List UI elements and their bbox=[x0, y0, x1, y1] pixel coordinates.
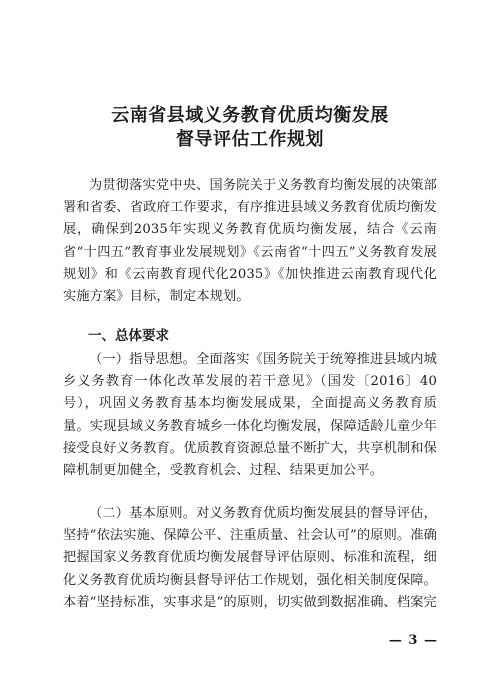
basic-principles-paragraph: （二）基本原则。对义务教育优质均衡发展县的督导评估，坚持“依法实施、保障公平、注重质量、社会认可”的原则。准确把握国家义务教育优质均衡发展督导评估原则、标准和流程，细化义务教育优质均衡县督导评估工作规划，强化相关制度保障。本着“坚持标准，实事求是”的原则，切实做到数据准确、档案完 bbox=[63, 506, 437, 610]
guiding-ideology-paragraph: （一）指导思想。全面落实《国务院关于统筹推进县域内城乡义务教育一体化改革发展的若干意见》（国发〔2016〕40号），巩固义务教育基本均衡发展成果，全面提高义务教育质量。实现县域义务教育城乡一体化均衡发展，保障适龄儿童少年接受良好义务教育。优质教育资源总量不断扩大，共享机制和保障机制更加健全，受教育机会、过程、结果更加公平。 bbox=[63, 352, 437, 479]
document-title-line-2: 督导评估工作规划 bbox=[176, 129, 324, 150]
intro-paragraph: 为贯彻落实党中央、国务院关于义务教育均衡发展的决策部署和省委、省政府工作要求，有序推进县域义务教育优质均衡发展，确保到2035年实现义务教育优质均衡发展，结合《云南省“十四五”教育事业发展规划》《云南省“十四五”义务教育发展规划》和《云南教育现代化2035》《加快推进云南教育现代化实施方案》目标，制定本规划。 bbox=[63, 178, 437, 305]
section-heading: 一、总体要求 bbox=[88, 328, 169, 344]
document-title-line-1: 云南省县域义务教育优质均衡发展 bbox=[111, 105, 389, 126]
page-number: — 3 — bbox=[388, 633, 438, 648]
